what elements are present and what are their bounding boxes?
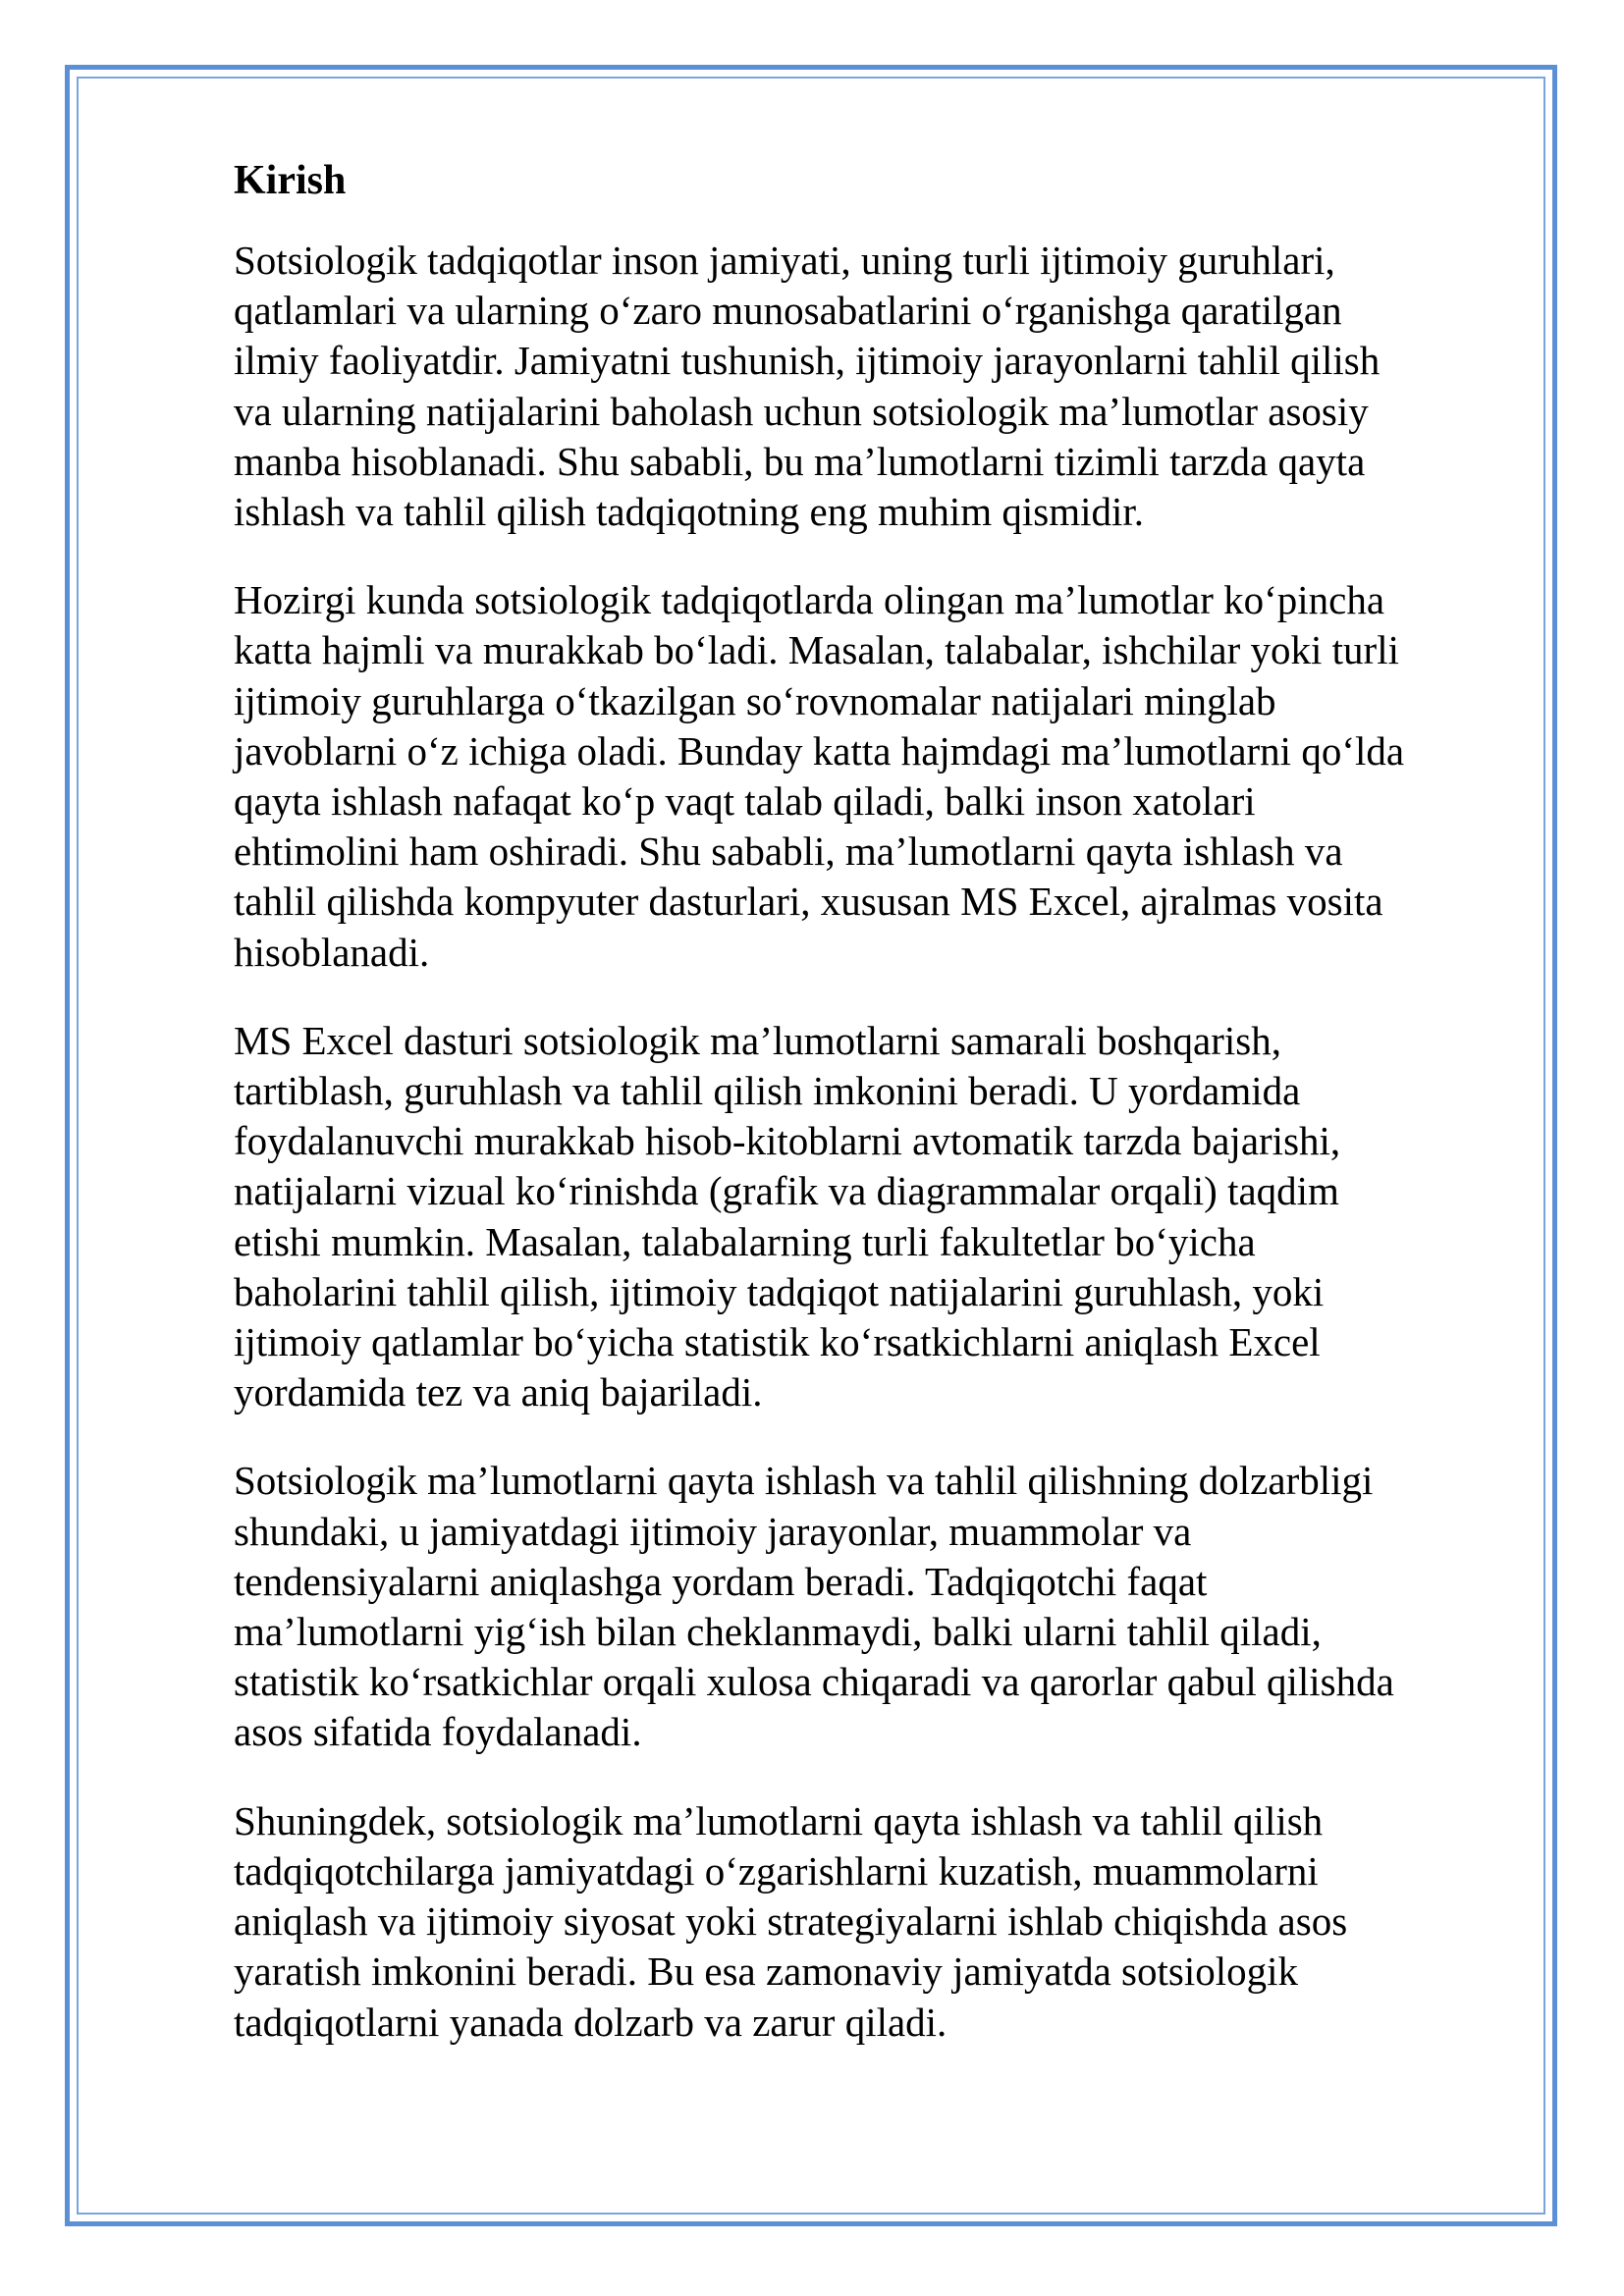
paragraph-line: statistik ko‘rsatkichlar orqali xulosa chiqaradi va qarorlar qabul qilishda — [234, 1659, 1394, 1705]
paragraph-5 — [234, 1796, 1510, 2048]
paragraph-line: hisoblanadi. — [234, 929, 430, 975]
paragraph-line: tendensiyalarni aniqlashga yordam beradi. Tadqiqotchi faqat — [234, 1558, 1208, 1604]
paragraph-line: etishi mumkin. Masalan, talabalarning turli fakultetlar bo‘yicha — [234, 1218, 1256, 1264]
paragraph-line: aniqlash va ijtimoiy siyosat yoki strategiyalarni ishlab chiqishda asos — [234, 1898, 1348, 1945]
paragraph-line: katta hajmli va murakkab bo‘ladi. Masalan, talabalar, ishchilar yoki turli — [234, 627, 1399, 673]
paragraph-line: qatlamlari va ularning o‘zaro munosabatlarini o‘rganishga qaratilgan — [234, 288, 1342, 334]
paragraph-line: shundaki, u jamiyatdagi ijtimoiy jarayonlar, muammolar va — [234, 1508, 1192, 1554]
paragraph-line: javoblarni o‘z ichiga oladi. Bunday katta hajmdagi ma’lumotlarni qo‘lda — [234, 727, 1405, 774]
paragraph-line: ijtimoiy guruhlarga o‘tkazilgan so‘rovnomalar natijalari minglab — [234, 677, 1276, 723]
paragraph-3 — [234, 1016, 1510, 1418]
paragraph-line: ishlash va tahlil qilish tadqiqotning eng muhim qismidir. — [234, 489, 1145, 535]
paragraph-line: ehtimolini ham oshiradi. Shu sababli, ma’lumotlarni qayta ishlash va — [234, 828, 1343, 875]
paragraph-line: yaratish imkonini beradi. Bu esa zamonaviy jamiyatda sotsiologik — [234, 1949, 1298, 1995]
paragraph-line: Hozirgi kunda sotsiologik tadqiqotlarda olingan ma’lumotlar ko‘pincha — [234, 577, 1385, 623]
paragraph-line: qayta ishlash nafaqat ko‘p vaqt talab qiladi, balki inson xatolari — [234, 778, 1256, 825]
paragraph-line: Sotsiologik ma’lumotlarni qayta ishlash va tahlil qilishning dolzarbligi — [234, 1458, 1374, 1504]
paragraph-line: tadqiqotchilarga jamiyatdagi o‘zgarishlarni kuzatish, muammolarni — [234, 1847, 1319, 1894]
section-heading: Kirish — [234, 158, 347, 203]
paragraph-line: asos sifatida foydalanadi. — [234, 1709, 642, 1755]
paragraph-line: foydalanuvchi murakkab hisob-kitoblarni avtomatik tarzda bajarishi, — [234, 1118, 1341, 1164]
paragraph-line: baholarini tahlil qilish, ijtimoiy tadqiqot natijalarini guruhlash, yoki — [234, 1268, 1325, 1314]
paragraph-line: Sotsiologik tadqiqotlar inson jamiyati, uning turli ijtimoiy guruhlari, — [234, 238, 1335, 283]
paragraphs-container — [234, 236, 1510, 2048]
paragraph-line: ma’lumotlarni yig‘ish bilan cheklanmaydi, balki ularni tahlil qiladi, — [234, 1609, 1322, 1655]
paragraph-4 — [234, 1456, 1510, 1757]
paragraph-line: tahlil qilishda kompyuter dasturlari, xususan MS Excel, ajralmas vosita — [234, 879, 1383, 925]
paragraph-line: tadqiqotlarni yanada dolzarb va zarur qiladi. — [234, 1999, 947, 2045]
paragraph-line: ijtimoiy qatlamlar bo‘yicha statistik ko‘rsatkichlarni aniqlash Excel — [234, 1319, 1321, 1365]
paragraph-line: MS Excel dasturi sotsiologik ma’lumotlarni samarali boshqarish, — [234, 1017, 1281, 1063]
paragraph-line: Shuningdek, sotsiologik ma’lumotlarni qayta ishlash va tahlil qilish — [234, 1797, 1324, 1843]
paragraph-line: natijalarni vizual ko‘rinishda (grafik va diagrammalar orqali) taqdim — [234, 1168, 1339, 1214]
paragraph-1 — [234, 236, 1510, 537]
document-body — [234, 155, 1510, 2086]
paragraph-line: yordamida tez va aniq bajariladi. — [234, 1369, 763, 1415]
paragraph-line: tartiblash, guruhlash va tahlil qilish imkonini beradi. U yordamida — [234, 1068, 1301, 1114]
paragraph-line: ilmiy faoliyatdir. Jamiyatni tushunish, ijtimoiy jarayonlarni tahlil qilish — [234, 338, 1380, 384]
paragraph-line: manba hisoblanadi. Shu sababli, bu ma’lumotlarni tizimli tarzda qayta — [234, 438, 1366, 484]
paragraph-line: va ularning natijalarini baholash uchun sotsiologik ma’lumotlar asosiy — [234, 388, 1369, 434]
paragraph-2 — [234, 575, 1510, 978]
